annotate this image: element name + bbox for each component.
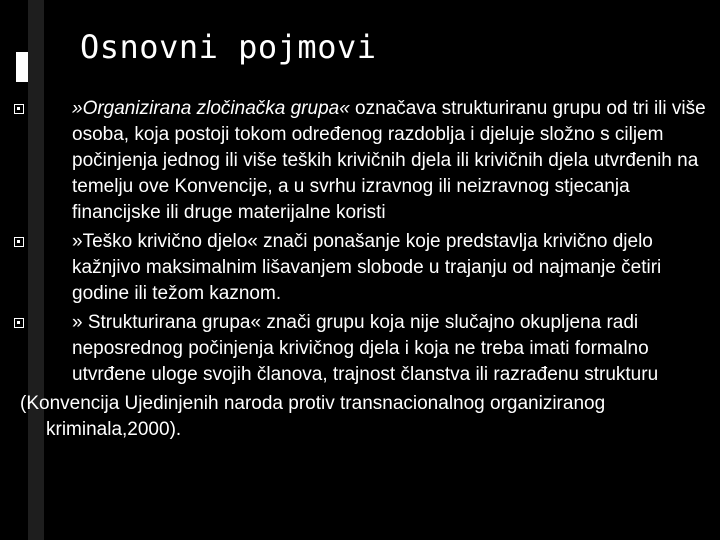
bullet-square-icon (14, 318, 24, 328)
bullet-item-2 (10, 229, 710, 307)
bullet-text: » Strukturirana grupa« znači grupu koja nije slučajno okupljena radi neposrednog počinjenja krivičnog djela i koja ne treba imati formalno utvrđene uloge svojih članova, trajnost članstva ili razrađenu strukturu (72, 312, 659, 385)
decorative-square (16, 52, 28, 82)
source-citation: (Konvencija Ujedinjenih naroda protiv transnacionalnog organiziranog kriminala,2000). (20, 393, 606, 440)
bullet-item-1 (10, 96, 710, 226)
bullet-square-icon (14, 237, 24, 247)
slide-body (10, 96, 710, 462)
slide-title: Osnovni pojmovi (80, 28, 377, 66)
bullet-item-3 (10, 310, 710, 388)
bullet-square-icon (14, 104, 24, 114)
bullet-text: označava strukturiranu grupu od tri ili više osoba, koja postoji tokom određenog razdoblja i djeluje složno s ciljem počinjenja jednog ili više teških krivičnih djela ili krivičnih djela utvrđenih na temelju ove Konvencije, a u svrhu izravnog ili neizravnog stjecanja financijske ili druge materijalne koristi (72, 98, 706, 223)
bullet-text: »Teško krivično djelo« znači ponašanje koje predstavlja krivično djelo kažnjivo maksimalnim lišavanjem slobode u trajanju od najmanje četiri godine ili težom kaznom. (72, 231, 662, 304)
bullet-term: »Organizirana zločinačka grupa« (72, 98, 350, 119)
